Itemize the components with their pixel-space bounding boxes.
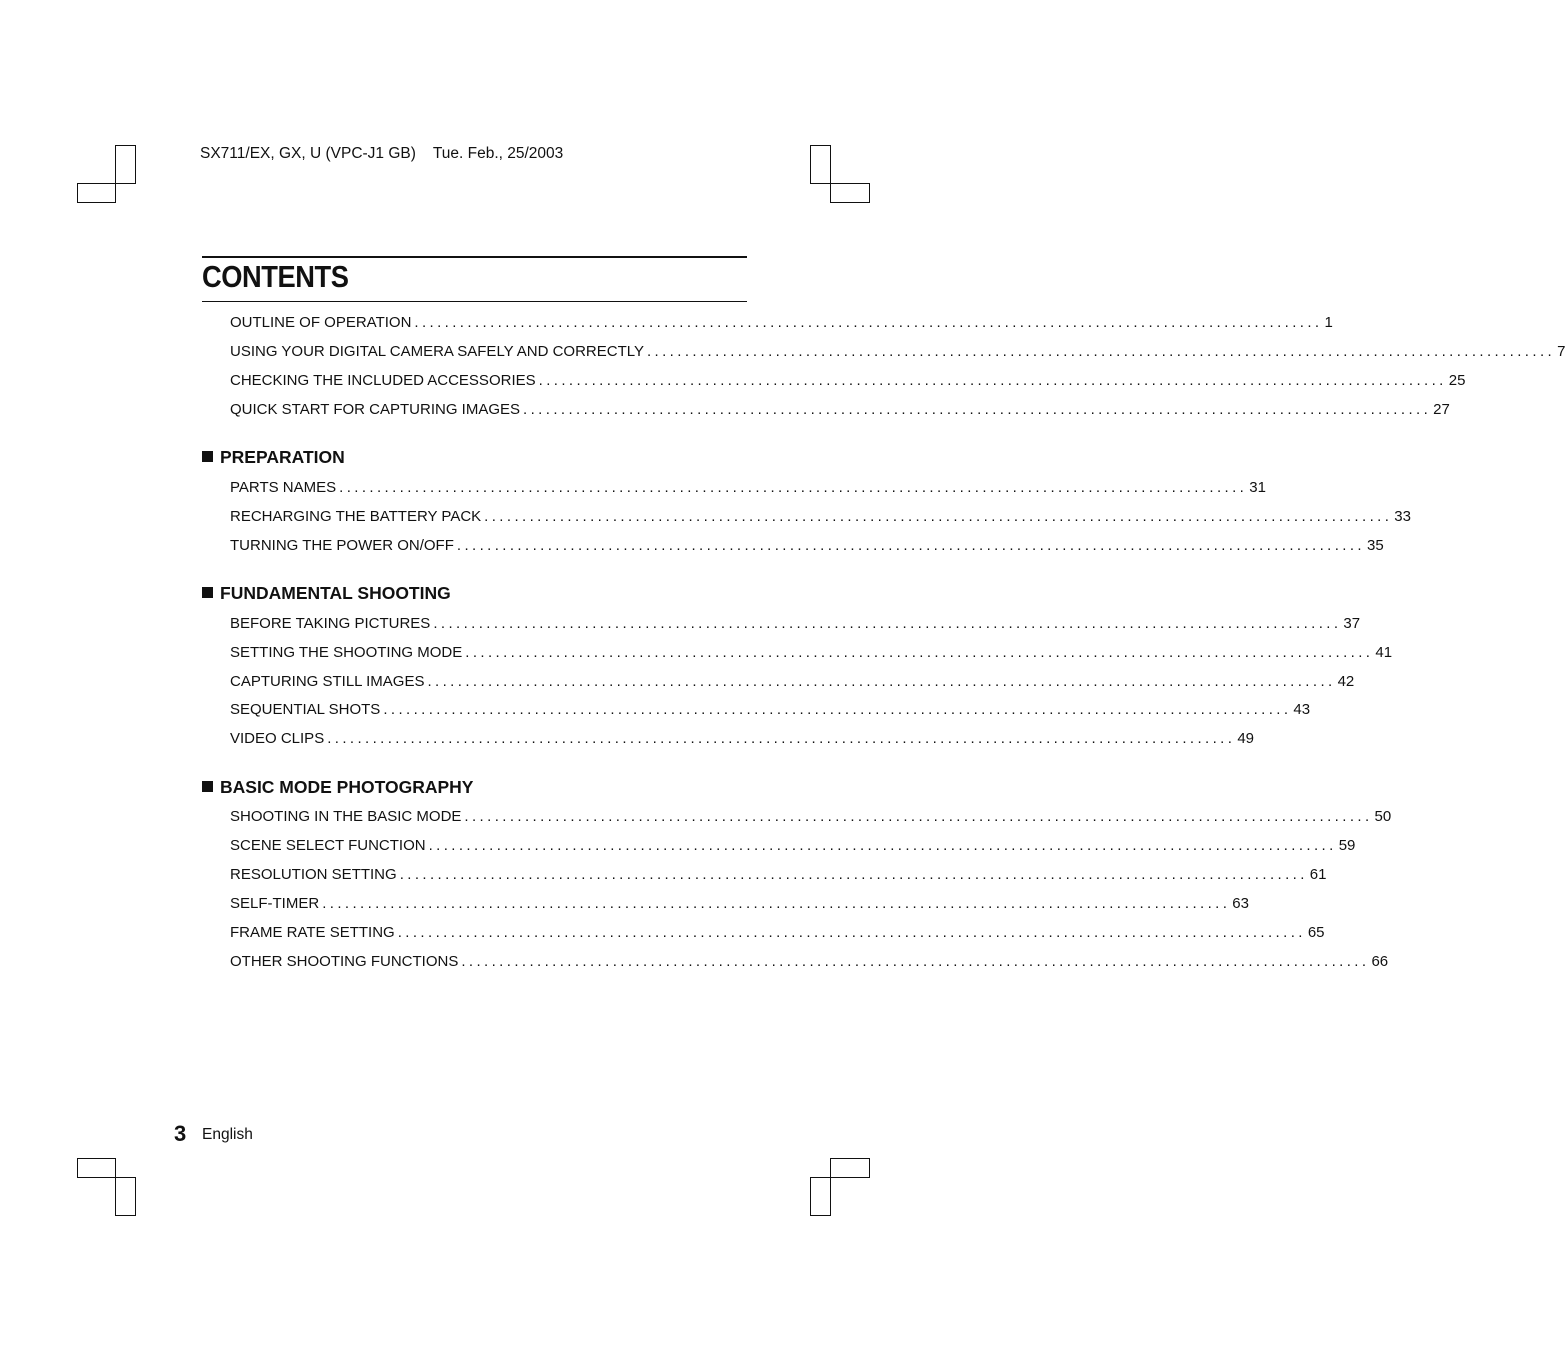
toc-entry — [230, 371, 1466, 391]
square-bullet-icon — [202, 451, 213, 462]
toc-entry-page: 33 — [1394, 508, 1411, 525]
toc-entry-page: 42 — [1337, 673, 1355, 690]
toc-leader-dots: ........................................................................................................................ — [523, 401, 1432, 418]
toc-leader-dots: ........................................................................................................................ — [428, 837, 1337, 854]
toc-leader-dots: ........................................................................................................................ — [427, 673, 1336, 690]
toc-entry — [230, 729, 1254, 749]
section-heading-text: PREPARATION — [220, 447, 345, 467]
toc-leader-dots: ........................................................................................................................ — [465, 644, 1374, 661]
crop-mark-top-left-vertical — [115, 145, 136, 184]
section-heading — [202, 776, 473, 798]
section-heading-text: FUNDAMENTAL SHOOTING — [220, 583, 451, 603]
toc-entry — [230, 807, 1392, 827]
toc-entry — [230, 700, 1311, 720]
toc-entry — [230, 400, 1450, 420]
crop-mark-top-right-vertical — [810, 145, 831, 184]
toc-entry — [230, 478, 1266, 498]
toc-entry-page: 27 — [1433, 401, 1450, 418]
toc-entry-label: FRAME RATE SETTING — [230, 924, 395, 941]
toc-entry-page: 66 — [1371, 953, 1389, 970]
square-bullet-icon — [202, 587, 213, 598]
toc-entry-label: QUICK START FOR CAPTURING IMAGES — [230, 401, 521, 418]
toc-entry-page: 63 — [1232, 895, 1249, 912]
toc-entry-label: USING YOUR DIGITAL CAMERA SAFELY AND CORRECTLY — [230, 343, 644, 360]
toc-entry — [230, 836, 1356, 856]
toc-entry — [230, 643, 1393, 663]
toc-entry — [230, 536, 1384, 556]
crop-mark-bottom-left-vertical — [115, 1177, 136, 1216]
toc-entry-page: 65 — [1307, 924, 1325, 941]
toc-leader-dots: ........................................................................................................................ — [327, 730, 1236, 747]
page-title: CONTENTS — [202, 259, 349, 294]
section-heading — [202, 446, 345, 468]
toc-entry — [230, 614, 1361, 634]
toc-leader-dots: ........................................................................................................................ — [433, 615, 1342, 632]
crop-mark-bottom-right-horizontal — [830, 1158, 870, 1178]
toc-entry-page: 37 — [1343, 615, 1361, 632]
toc-entry — [230, 313, 1333, 333]
toc-entry-label: CHECKING THE INCLUDED ACCESSORIES — [230, 372, 536, 389]
toc-entry-page: 61 — [1309, 866, 1327, 883]
toc-entry-page: 41 — [1375, 644, 1393, 661]
crop-mark-top-left-horizontal — [77, 183, 116, 203]
toc-entry — [230, 894, 1249, 914]
toc-entry-label: CAPTURING STILL IMAGES — [230, 673, 425, 690]
header-model: SX711/EX, GX, U (VPC-J1 GB) — [200, 145, 416, 162]
toc-entry-page: 49 — [1237, 730, 1254, 747]
toc-leader-dots: ........................................................................................................................ — [414, 314, 1323, 331]
toc-leader-dots: ........................................................................................................................ — [397, 924, 1306, 941]
title-rule-bottom — [202, 301, 747, 302]
toc-entry — [230, 865, 1327, 885]
toc-entry — [230, 342, 1565, 362]
toc-leader-dots: ........................................................................................................................ — [339, 479, 1248, 496]
toc-entry — [230, 923, 1325, 943]
toc-entry-label: SETTING THE SHOOTING MODE — [230, 644, 463, 661]
toc-leader-dots: ........................................................................................................................ — [538, 372, 1447, 389]
crop-mark-top-right-horizontal — [830, 183, 870, 203]
toc-entry-page: 1 — [1324, 314, 1333, 331]
square-bullet-icon — [202, 781, 213, 792]
crop-mark-bottom-left-horizontal — [77, 1158, 116, 1178]
toc-entry-page: 43 — [1293, 701, 1311, 718]
toc-leader-dots: ........................................................................................................................ — [456, 537, 1365, 554]
title-rule-top — [202, 256, 747, 258]
toc-entry — [230, 952, 1389, 972]
toc-entry-label: SCENE SELECT FUNCTION — [230, 837, 426, 854]
toc-entry-label: RESOLUTION SETTING — [230, 866, 397, 883]
crop-mark-bottom-right-vertical — [810, 1177, 831, 1216]
toc-leader-dots: ........................................................................................................................ — [322, 895, 1231, 912]
toc-entry-label: OTHER SHOOTING FUNCTIONS — [230, 953, 459, 970]
section-heading — [202, 582, 451, 604]
toc-leader-dots: ........................................................................................................................ — [399, 866, 1308, 883]
section-heading-text: BASIC MODE PHOTOGRAPHY — [220, 777, 474, 797]
toc-entry-label: BEFORE TAKING PICTURES — [230, 615, 431, 632]
toc-entry-page: 59 — [1338, 837, 1356, 854]
toc-entry-label: SELF-TIMER — [230, 895, 320, 912]
toc-entry-label: RECHARGING THE BATTERY PACK — [230, 508, 482, 525]
toc-entry-page: 35 — [1367, 537, 1384, 554]
toc-entry-page: 50 — [1374, 808, 1392, 825]
toc-entry-label: SHOOTING IN THE BASIC MODE — [230, 808, 462, 825]
toc-entry-page: 31 — [1249, 479, 1266, 496]
toc-leader-dots: ........................................................................................................................ — [383, 701, 1292, 718]
toc-entry-label: TURNING THE POWER ON/OFF — [230, 537, 454, 554]
print-header — [200, 145, 563, 163]
toc-entry-page: 25 — [1448, 372, 1466, 389]
page-number: 3 — [174, 1121, 187, 1146]
toc-leader-dots: ........................................................................................................................ — [461, 953, 1370, 970]
header-date: Tue. Feb., 25/2003 — [432, 145, 564, 162]
toc-entry — [230, 507, 1411, 527]
toc-entry-label: SEQUENTIAL SHOTS — [230, 701, 381, 718]
toc-entry-label: VIDEO CLIPS — [230, 730, 325, 747]
toc-entry-label: PARTS NAMES — [230, 479, 337, 496]
toc-leader-dots: ........................................................................................................................ — [484, 508, 1393, 525]
footer-language: English — [202, 1126, 253, 1143]
toc-entry-label: OUTLINE OF OPERATION — [230, 314, 412, 331]
toc-entry-page: 7 — [1557, 343, 1565, 360]
toc-entry — [230, 672, 1355, 692]
toc-leader-dots: ........................................................................................................................ — [464, 808, 1373, 825]
toc-leader-dots: ........................................................................................................................ — [646, 343, 1556, 360]
